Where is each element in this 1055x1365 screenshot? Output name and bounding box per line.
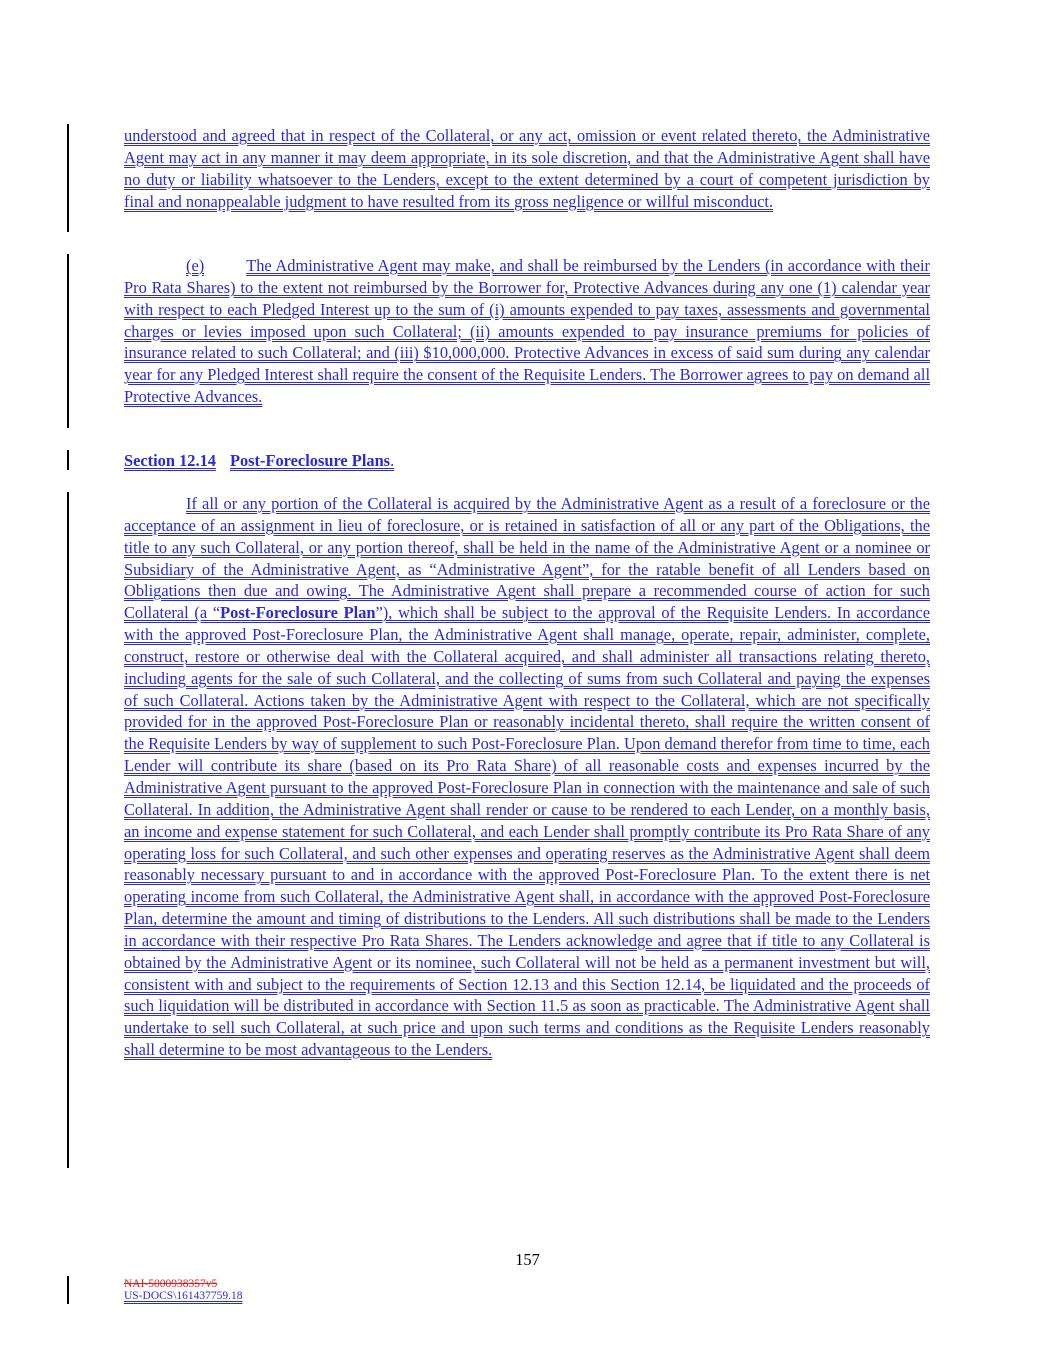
deleted-text: NAI-5000938357v5 <box>124 1278 218 1290</box>
inserted-text: ”), which shall be subject to the approval of the Requisite Lenders. In accordance with the approved Post-Foreclosure Plan, the Administrative Agent shall manage, operate, repair, administer, complete, construct, restore or otherwise deal with the Collateral acquired, and shall administer all transactions relating thereto, including agents for the sale of such Collateral, and the collecting of sums from such Collateral and paying the expenses of such Collateral. Actions taken by the Administrative Agent with respect to the Collateral, which are not specifically provided for in the approved Post-Foreclosure Plan or reasonably incidental thereto, shall require the written consent of the Requisite Lenders by way of supplement to such Post-Foreclosure Plan. Upon demand therefor from time to time, each Lender will contribute its share (based on its Pro Rata Share) of all reasonable costs and expenses incurred by the Administrative Agent pursuant to the approved Post-Foreclosure Plan in connection with the maintenance and sale of such Collateral. In addition, the Administrative Agent shall render or cause to be rendered to each Lender, on a monthly basis, an income and expense statement for such Collateral, and each Lender shall promptly contribute its Pro Rata Share of any operating loss for such Collateral, and such other expenses and operating reserves as the Administrative Agent shall deem reasonably necessary pursuant to and in accordance with the approved Post-Foreclosure Plan. To the extent there is net operating income from such Collateral, the Administrative Agent shall, in accordance with the approved Post-Foreclosure Plan, determine the amount and timing of distributions to the Lenders. All such distributions shall be made to the Lenders in accordance with their respective Pro Rata Shares. The Lenders acknowledge and agree that if title to any Collateral is obtained by the Administrative Agent or its nominee, such Collateral will not be held as a permanent investment but will, consistent with and subject to the requirements of Section 12.13 and this Section 12.14, be liquidated and the proceeds of such liquidation will be distributed in accordance with Section 11.5 as soon as practicable. The Administrative Agent shall undertake to sell such Collateral, at such price and upon such terms and conditions as the Requisite Lenders reasonably shall determine to be most advantageous to the Lenders. <box>124 603 930 1060</box>
defined-term: Post-Foreclosure Plan <box>220 603 376 623</box>
change-bar <box>67 492 69 1168</box>
paragraph-continuation <box>124 125 930 212</box>
footer-deleted-id <box>124 1278 217 1290</box>
change-bar <box>67 124 69 232</box>
inserted-text: If all or any portion of the Collateral is acquired by the Administrative Agent as a result of a foreclosure or the acceptance of an assignment in lieu of foreclosure, or is retained in satisfaction of all or any part of the Obligations, the title to any such Collateral, or any portion thereof, shall be held in the name of the Administrative Agent or a nominee or Subsidiary of the Administrative Agent, as “Administrative Agent”, for the ratable benefit of all Lenders based on Obligations then due and owing. The Administrative Agent shall prepare a recommended course of action for such Collateral (a “ <box>124 494 930 623</box>
section-title: Post-Foreclosure Plans <box>229 451 391 470</box>
section-title-period: . <box>390 451 395 470</box>
footer-doc-id <box>124 1290 243 1302</box>
section-number: Section 12.14 <box>124 451 216 470</box>
paragraph-label: (e) <box>186 256 205 275</box>
change-bar <box>67 450 69 470</box>
change-bar <box>67 1276 69 1304</box>
inserted-text: understood and agreed that in respect of the Collateral, or any act, omission or event related thereto, the Administrative Agent may act in any manner it may deem appropriate, in its sole discretion, and that the Administrative Agent shall have no duty or liability whatsoever to the Lenders, except to the extent determined by a court of competent jurisdiction by final and nonappealable judgment to have resulted from its gross negligence or willful misconduct. <box>124 126 930 211</box>
section-heading <box>124 450 394 472</box>
inserted-text: US-DOCS\161437759.18 <box>124 1290 243 1302</box>
paragraph-e <box>124 255 930 408</box>
change-bar <box>67 254 69 428</box>
page-number: 157 <box>515 1250 540 1269</box>
section-body <box>124 493 930 1061</box>
inserted-text: The Administrative Agent may make, and shall be reimbursed by the Lenders (in accordance with their Pro Rata Shares) to the extent not reimbursed by the Borrower for, Protective Advances during any one (1) calendar year with respect to each Pledged Interest up to the sum of (i) amounts expended to pay taxes, assessments and governmental charges or levies imposed upon such Collateral; (ii) amounts expended to pay insurance premiums for policies of insurance related to such Collateral; and (iii) $10,000,000. Protective Advances in excess of said sum during any calendar year for any Pledged Interest shall require the consent of the Requisite Lenders. The Borrower agrees to pay on demand all Protective Advances. <box>124 256 930 407</box>
